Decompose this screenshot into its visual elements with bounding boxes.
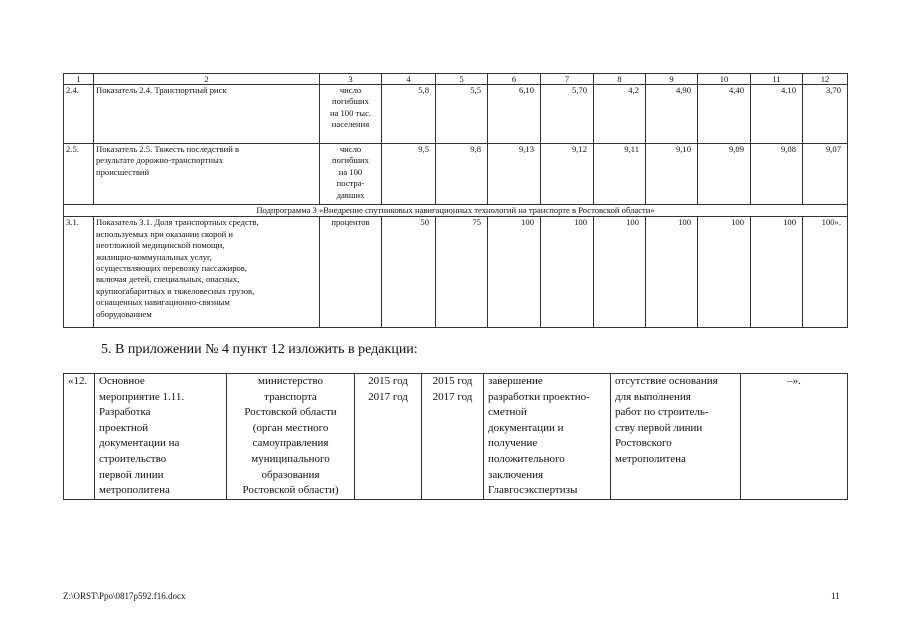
column-number: 7 — [541, 74, 594, 85]
column-number: 5 — [436, 74, 488, 85]
value-cell: 3,70 — [803, 85, 848, 144]
subprogram-title: Подпрограмма 3 «Внедрение спутниковых навигационных технологий на транспорте в Ростовской области» — [64, 205, 848, 217]
column-number: 1 — [64, 74, 94, 85]
value-cell: 9,08 — [751, 144, 803, 205]
indicator-unit: процентов — [320, 217, 382, 328]
value-cell: 75 — [436, 217, 488, 328]
measure-name: Основное мероприятие 1.11. Разработка проектной документации на строительство первой линии метрополитена — [95, 374, 227, 500]
measure-executor: министерство транспорта Ростовской области (орган местного самоуправления муниципального образования Ростовской области) — [227, 374, 355, 500]
document-path: Z:\ORST\Ppo\0817p592.f16.docx — [63, 591, 186, 601]
value-cell: 100 — [751, 217, 803, 328]
value-cell: 9,8 — [436, 144, 488, 205]
value-cell: 9,09 — [698, 144, 751, 205]
value-cell: 50 — [382, 217, 436, 328]
value-cell: 100 — [698, 217, 751, 328]
value-cell: 9,07 — [803, 144, 848, 205]
measure-end: 2015 год 2017 год — [422, 374, 484, 500]
value-cell: 100». — [803, 217, 848, 328]
value-cell: 6,10 — [488, 85, 541, 144]
column-number-row — [64, 74, 848, 85]
indicator-name: Показатель 3.1. Доля транспортных средств, используемых при оказании скорой и неотложной медицинской помощи, жилищно-коммунальных услуг, осуществляющих перевозку пассажиров, включая детей, специальных, опасных, крупногабаритных и тяжеловесных грузов, оснащенных навигационно-связным оборудованием — [94, 217, 320, 328]
subprogram-row — [64, 205, 848, 217]
measure-consequence: отсутствие основания для выполнения работ по строитель- ству первой линии Ростовского метрополитена — [611, 374, 741, 500]
value-cell: 4,10 — [751, 85, 803, 144]
section-heading: 5. В приложении № 4 пункт 12 изложить в редакции: — [101, 342, 418, 357]
value-cell: 100 — [541, 217, 594, 328]
value-cell: 100 — [646, 217, 698, 328]
indicator-unit: число погибших на 100 тыс. населения — [320, 85, 382, 144]
value-cell: 100 — [488, 217, 541, 328]
column-number: 12 — [803, 74, 848, 85]
indicator-name: Показатель 2.4. Транспортный риск — [94, 85, 320, 144]
indicator-name: Показатель 2.5. Тяжесть последствий в результате дорожно-транспортных происшествий — [94, 144, 320, 205]
value-cell: 4,40 — [698, 85, 751, 144]
page-number: 11 — [831, 591, 840, 601]
value-cell: 5,8 — [382, 85, 436, 144]
table-row-2-5 — [64, 144, 848, 205]
value-cell: 4,90 — [646, 85, 698, 144]
column-number: 10 — [698, 74, 751, 85]
value-cell: 9,5 — [382, 144, 436, 205]
column-number: 6 — [488, 74, 541, 85]
value-cell: 9,10 — [646, 144, 698, 205]
measure-link: –». — [741, 374, 848, 500]
measure-result: завершение разработки проектно- сметной документации и получение положительного заключения Главгосэкспертизы — [484, 374, 611, 500]
value-cell: 100 — [594, 217, 646, 328]
column-number: 9 — [646, 74, 698, 85]
column-number: 11 — [751, 74, 803, 85]
column-number: 3 — [320, 74, 382, 85]
column-number: 4 — [382, 74, 436, 85]
value-cell: 5,5 — [436, 85, 488, 144]
value-cell: 9,11 — [594, 144, 646, 205]
row-number: 2.4. — [64, 85, 94, 144]
value-cell: 9,12 — [541, 144, 594, 205]
indicator-unit: число погибших на 100 постра- давших — [320, 144, 382, 205]
table-row-2-4 — [64, 85, 848, 144]
column-number: 2 — [94, 74, 320, 85]
indicators-table — [63, 73, 848, 328]
table-row-3-1 — [64, 217, 848, 328]
row-number: 2.5. — [64, 144, 94, 205]
measure-number: «12. — [64, 374, 95, 500]
measure-start: 2015 год 2017 год — [355, 374, 422, 500]
measure-table — [63, 373, 848, 500]
row-number: 3.1. — [64, 217, 94, 328]
measure-row — [64, 374, 848, 500]
value-cell: 4,2 — [594, 85, 646, 144]
value-cell: 5,70 — [541, 85, 594, 144]
column-number: 8 — [594, 74, 646, 85]
value-cell: 9,13 — [488, 144, 541, 205]
